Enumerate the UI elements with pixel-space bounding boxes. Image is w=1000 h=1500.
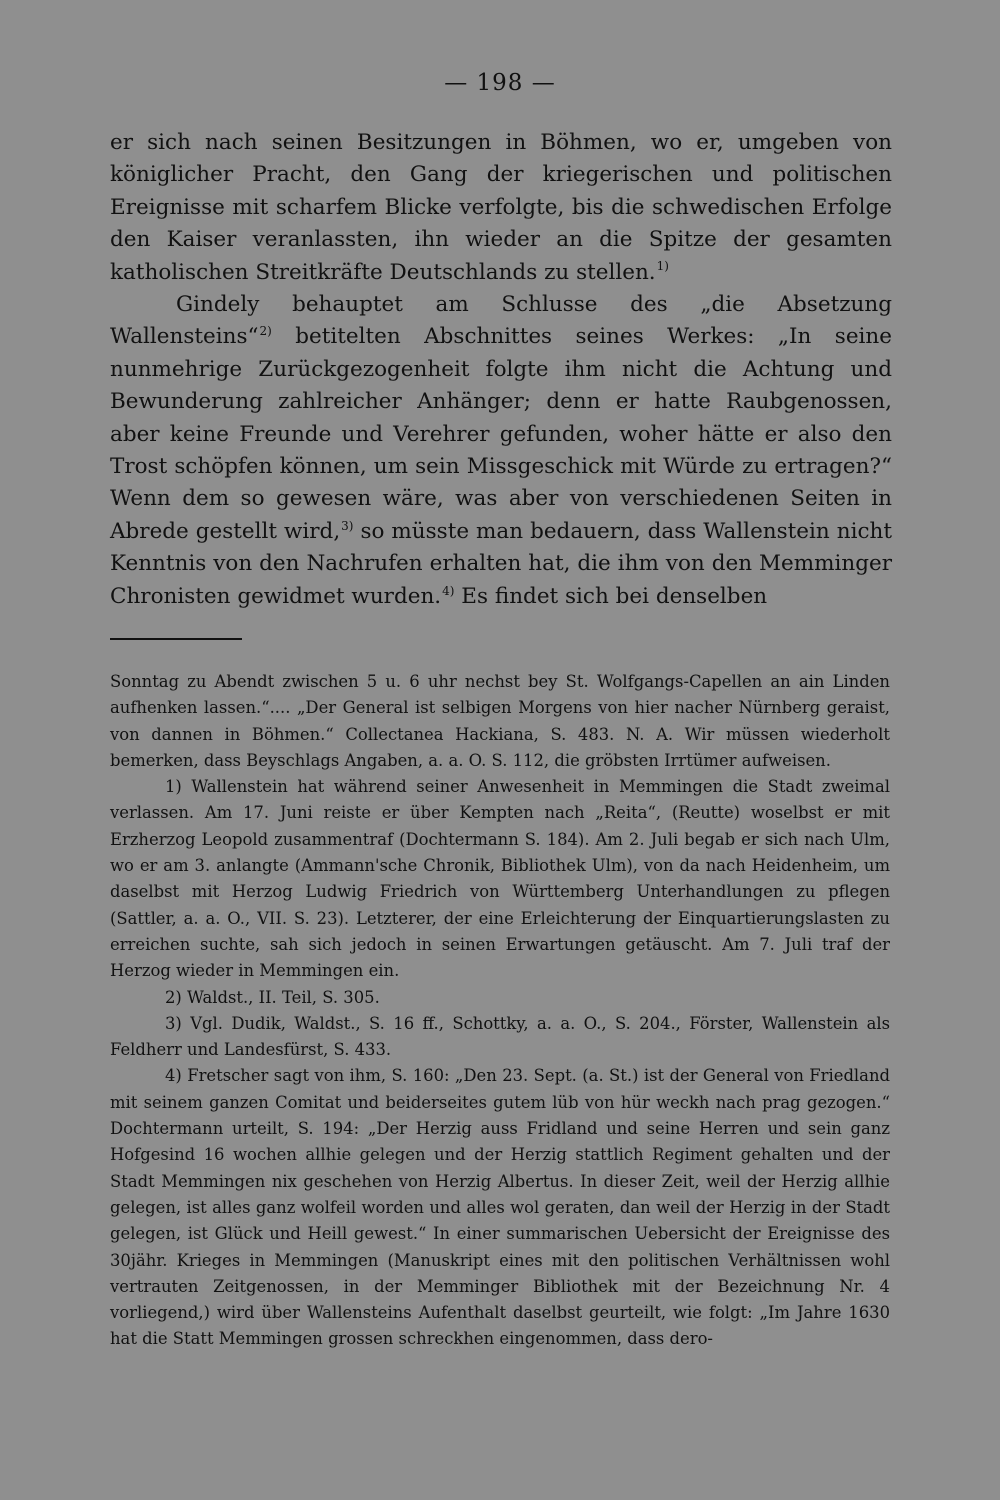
footnote-2: 2) Waldst., II. Teil, S. 305. xyxy=(165,987,380,1007)
footnote-1: 1) Wallenstein hat während seiner Anwesenheit in Memmingen die Stadt zweimal verlassen. Am 17. Juni reiste er über Kempten nach „Reita“, (Reutte) woselbst er mit Erzherzog Leopold zusammentraf (Dochtermann S. 184). Am 2. Juli begab er sich nach Ulm, wo er am 3. anlangte (Ammann'sche Chronik, Bibliothek Ulm), von da nach Heidenheim, um daselbst mit Herzog Ludwig Friedrich von Württemberg Unterhandlungen zu pflegen (Sattler, a. a. O., VII. S. 23). Letzterer, der eine Erleichterung der Einquartierungslasten zu erreichen suchte, sah sich jedoch in seinen Erwartungen getäuscht. Am 7. Juli traf der Herzog wieder in Memmingen ein. xyxy=(110,777,890,981)
footnotes-block xyxy=(110,669,890,1353)
footnote-separator-rule xyxy=(110,638,242,640)
footnote-3: 3) Vgl. Dudik, Waldst., S. 16 ff., Schottky, a. a. O., S. 204., Förster, Wallenstein als Feldherr und Landesfürst, S. 433. xyxy=(110,1013,890,1060)
footnote-ref-4: 4) xyxy=(442,583,455,598)
main-paragraph-2 xyxy=(110,289,892,613)
footnote-ref-3: 3) xyxy=(341,518,354,533)
footnote-4: 4) Fretscher sagt von ihm, S. 160: „Den 23. Sept. (a. St.) ist der General von Friedland mit seinem ganzen Comitat und beiderseites gutem lüb von hür weckh nach prag gezogen.“ Dochtermann urteilt, S. 194: „Der Herzig auss Fridland und seine Herren und sein ganz Hofgesind 16 wochen allhie gelegen und der Herzig stattlich Regiment gehalten und der Stadt Memmingen nix geschehen von Herzig Albertus. In dieser Zeit, weil der Herzig allhie gelegen, ist alles ganz wolfeil worden und alles wol geraten, dan weil der Herzig in der Stadt gelegen, ist Glück und Heill gewest.“ In einer summarischen Uebersicht der Ereignisse des 30jähr. Krieges in Memmingen (Manuskript eines mit den politischen Verhältnissen wohl vertrauten Zeitgenossen, in der Memminger Bibliothek mit der Bezeichnung Nr. 4 vorliegend,) wird über Wallensteins Aufenthalt daselbst geurteilt, wie folgt: „Im Jahre 1630 hat die Statt Memmingen grossen schreckhen eingenommen, dass dero- xyxy=(110,1066,890,1349)
main-paragraph-2-text-d: Es findet sich bei denselben xyxy=(454,583,768,609)
main-paragraph-1 xyxy=(110,127,892,289)
main-text-body xyxy=(110,127,892,613)
footnote-ref-2: 2) xyxy=(259,324,272,339)
footnote-ref-1: 1) xyxy=(656,259,669,274)
main-paragraph-2-text-a: Gindely behauptet am Schlusse des „die Absetzung Wallensteins“ xyxy=(110,292,892,350)
page-number: — 198 — xyxy=(444,70,556,96)
main-paragraph-2-text-b: betitelten Abschnittes seines Werkes: „In seine nunmehrige Zurückgezogenheit folgte ihm nicht die Achtung und Bewunderung zahlreicher Anhänger; denn er hatte Raubgenossen, aber keine Freunde und Verehrer gefunden, woher hätte er also den Trost schöpfen können, um sein Missgeschick mit Würde zu ertragen?“ Wenn dem so gewesen wäre, was aber von verschiedenen Seiten in Abrede gestellt wird, xyxy=(110,324,892,544)
footnote-continuation: Sonntag zu Abendt zwischen 5 u. 6 uhr nechst bey St. Wolfgangs-Capellen an ain Linden aufhenken lassen.“.... „Der General ist selbigen Morgens von hier nacher Nürnberg geraist, von dannen in Böhmen.“ Collectanea Hackiana, S. 483. N. A. Wir müssen wiederholt bemerken, dass Beyschlags Angaben, a. a. O. S. 112, die gröbsten Irrtümer aufweisen. xyxy=(110,672,890,770)
main-paragraph-1-text: er sich nach seinen Besitzungen in Böhmen, wo er, umgeben von königlicher Pracht, den Gang der kriegerischen und politischen Ereignisse mit scharfem Blicke verfolgte, bis die schwedischen Erfolge den Kaiser veranlassten, ihn wieder an die Spitze der gesamten katholischen Streitkräfte Deutschlands zu stellen. xyxy=(110,130,892,285)
main-paragraph-2-text-c: so müsste man bedauern, dass Wallenstein nicht Kenntnis von den Nachrufen erhalten hat, die ihm von den Memminger Chronisten gewidmet wurden. xyxy=(110,518,892,609)
